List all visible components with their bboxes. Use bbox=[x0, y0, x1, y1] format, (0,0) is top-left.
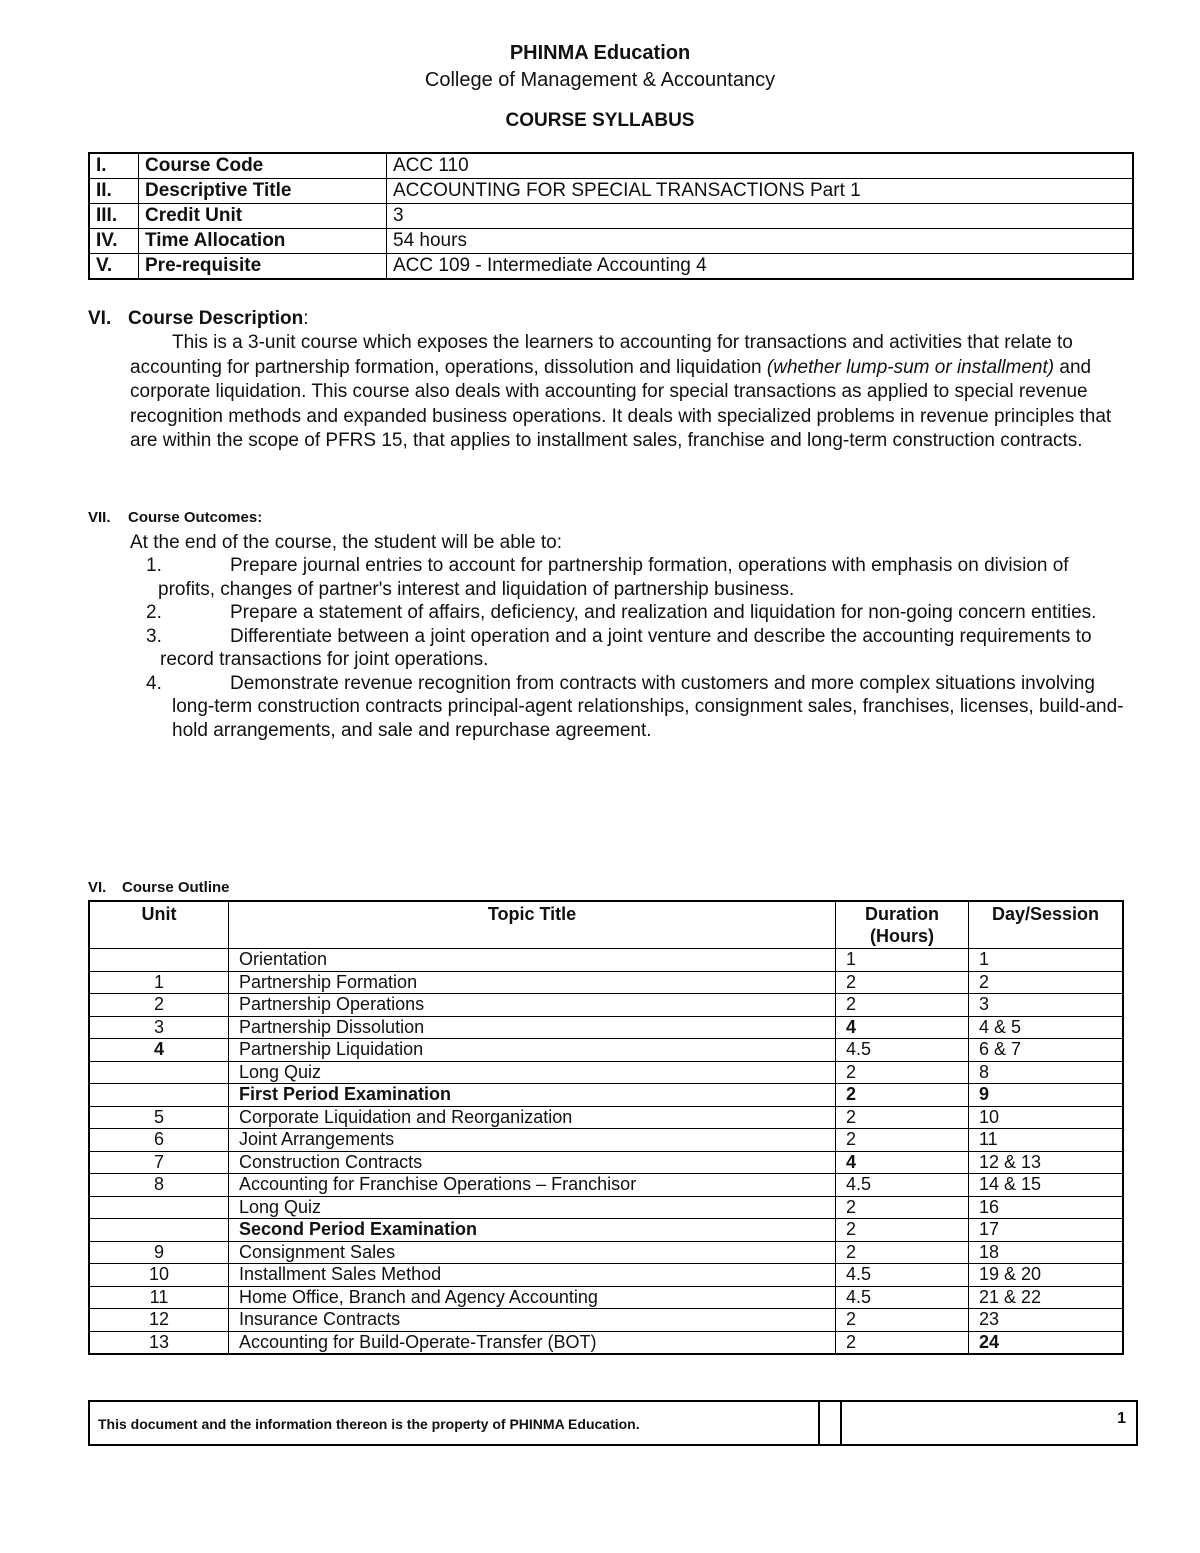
day-cell: 18 bbox=[969, 1241, 1124, 1264]
day-cell: 17 bbox=[969, 1219, 1124, 1242]
day-cell: 23 bbox=[969, 1309, 1124, 1332]
info-num: II. bbox=[89, 179, 139, 204]
info-num: I. bbox=[89, 153, 139, 179]
info-label: Time Allocation bbox=[139, 229, 387, 254]
unit-cell: 11 bbox=[89, 1286, 229, 1309]
topic-cell: Partnership Liquidation bbox=[229, 1039, 836, 1062]
table-row bbox=[89, 1129, 1123, 1152]
table-row bbox=[89, 229, 1133, 254]
outcome-text: Prepare a statement of affairs, deficiency, and realization and liquidation for non-going concern entities. bbox=[230, 602, 1097, 623]
outcome-text: Demonstrate revenue recognition from contracts with customers and more complex situations involving bbox=[230, 672, 1095, 694]
table-row bbox=[89, 1219, 1123, 1242]
table-row bbox=[89, 1084, 1123, 1107]
unit-cell: 6 bbox=[89, 1129, 229, 1152]
duration-cell: 2 bbox=[836, 1331, 969, 1354]
info-value: ACC 109 - Intermediate Accounting 4 bbox=[387, 254, 1134, 280]
table-row bbox=[89, 1241, 1123, 1264]
day-cell: 11 bbox=[969, 1129, 1124, 1152]
table-row bbox=[89, 1016, 1123, 1039]
duration-cell: 4 bbox=[836, 1151, 969, 1174]
heading-colon: : bbox=[303, 308, 309, 329]
duration-cell: 4.5 bbox=[836, 1039, 969, 1062]
section-number: VI. bbox=[88, 879, 107, 896]
description-italic-text: (whether lump-sum or installment) bbox=[766, 356, 1055, 378]
duration-cell: 4.5 bbox=[836, 1264, 969, 1287]
day-cell: 10 bbox=[969, 1106, 1124, 1129]
day-cell: 4 & 5 bbox=[969, 1016, 1124, 1039]
day-cell: 1 bbox=[969, 949, 1124, 972]
topic-cell: Joint Arrangements bbox=[229, 1129, 836, 1152]
outcome-number: 3. bbox=[146, 625, 162, 647]
info-label: Course Code bbox=[139, 153, 387, 179]
info-value: ACC 110 bbox=[387, 153, 1134, 179]
topic-cell: Partnership Operations bbox=[229, 994, 836, 1017]
duration-cell: 1 bbox=[836, 949, 969, 972]
list-item bbox=[146, 554, 1138, 601]
unit-cell bbox=[89, 1061, 229, 1084]
unit-cell bbox=[89, 1219, 229, 1242]
duration-cell: 4 bbox=[836, 1016, 969, 1039]
table-row bbox=[89, 1106, 1123, 1129]
page-footer bbox=[88, 1400, 1138, 1446]
table-row bbox=[89, 204, 1133, 229]
topic-cell: Second Period Examination bbox=[229, 1219, 836, 1242]
day-cell: 8 bbox=[969, 1061, 1124, 1084]
topic-cell: Partnership Formation bbox=[229, 971, 836, 994]
duration-cell: 2 bbox=[836, 1061, 969, 1084]
topic-cell: Construction Contracts bbox=[229, 1151, 836, 1174]
outcome-continuation: profits, changes of partner's interest and liquidation of partnership business. bbox=[158, 578, 795, 600]
table-row bbox=[89, 1039, 1123, 1062]
page-number: 1 bbox=[1117, 1410, 1126, 1427]
day-cell: 21 & 22 bbox=[969, 1286, 1124, 1309]
footer-text: This document and the information thereon is the property of PHINMA Education. bbox=[90, 1402, 820, 1444]
list-item bbox=[146, 625, 1138, 672]
day-cell: 16 bbox=[969, 1196, 1124, 1219]
info-num: V. bbox=[89, 254, 139, 280]
unit-cell: 4 bbox=[89, 1039, 229, 1062]
day-cell: 12 & 13 bbox=[969, 1151, 1124, 1174]
page-title: COURSE SYLLABUS bbox=[505, 110, 695, 131]
table-row bbox=[89, 994, 1123, 1017]
course-outcomes-section bbox=[88, 508, 1138, 742]
unit-cell: 8 bbox=[89, 1174, 229, 1197]
table-row bbox=[89, 1286, 1123, 1309]
info-label: Descriptive Title bbox=[139, 179, 387, 204]
topic-cell: Accounting for Franchise Operations – Franchisor bbox=[229, 1174, 836, 1197]
section-title: Course Description bbox=[128, 308, 304, 329]
table-row bbox=[89, 1196, 1123, 1219]
column-header-day: Day/Session bbox=[969, 901, 1124, 949]
duration-cell: 2 bbox=[836, 1084, 969, 1107]
table-row bbox=[89, 949, 1123, 972]
unit-cell: 5 bbox=[89, 1106, 229, 1129]
info-label: Pre-requisite bbox=[139, 254, 387, 280]
unit-cell bbox=[89, 1196, 229, 1219]
topic-cell: Accounting for Build-Operate-Transfer (BOT) bbox=[229, 1331, 836, 1354]
duration-cell: 2 bbox=[836, 1219, 969, 1242]
section-number: VII. bbox=[88, 509, 111, 526]
unit-cell: 3 bbox=[89, 1016, 229, 1039]
course-description-text bbox=[130, 331, 1138, 454]
table-row bbox=[89, 1309, 1123, 1332]
unit-cell: 1 bbox=[89, 971, 229, 994]
table-row bbox=[89, 179, 1133, 204]
course-outcomes-heading bbox=[88, 508, 1138, 528]
unit-cell: 12 bbox=[89, 1309, 229, 1332]
duration-cell: 2 bbox=[836, 1129, 969, 1152]
topic-cell: Home Office, Branch and Agency Accounting bbox=[229, 1286, 836, 1309]
unit-cell: 13 bbox=[89, 1331, 229, 1354]
column-header-duration: Duration (Hours) bbox=[836, 901, 969, 949]
course-description-section bbox=[88, 307, 1138, 454]
unit-cell: 10 bbox=[89, 1264, 229, 1287]
info-num: IV. bbox=[89, 229, 139, 254]
outcome-number: 4. bbox=[146, 672, 162, 694]
duration-cell: 2 bbox=[836, 1196, 969, 1219]
info-value: 54 hours bbox=[387, 229, 1134, 254]
unit-cell bbox=[89, 949, 229, 972]
unit-cell: 7 bbox=[89, 1151, 229, 1174]
table-row bbox=[89, 153, 1133, 179]
info-value: ACCOUNTING FOR SPECIAL TRANSACTIONS Part 1 bbox=[387, 179, 1134, 204]
outcome-text: Prepare journal entries to account for partnership formation, operations with emphasis on division of bbox=[230, 555, 1069, 576]
table-row bbox=[89, 1151, 1123, 1174]
table-row bbox=[89, 971, 1123, 994]
outcome-number: 2. bbox=[146, 602, 162, 623]
table-row bbox=[89, 1264, 1123, 1287]
topic-cell: Installment Sales Method bbox=[229, 1264, 836, 1287]
footer-spacer bbox=[820, 1402, 842, 1444]
unit-cell: 2 bbox=[89, 994, 229, 1017]
section-title: Course Outcomes: bbox=[128, 509, 263, 526]
outcome-text: Differentiate between a joint operation and a joint venture and describe the accounting requirements to bbox=[230, 625, 1092, 647]
section-title: Course Outline bbox=[122, 879, 230, 896]
duration-cell: 2 bbox=[836, 994, 969, 1017]
course-outline-table bbox=[88, 900, 1124, 1355]
info-value: 3 bbox=[387, 204, 1134, 229]
topic-cell: Long Quiz bbox=[229, 1061, 836, 1084]
course-description-heading bbox=[88, 307, 1138, 331]
course-info-table bbox=[88, 152, 1134, 280]
duration-cell: 2 bbox=[836, 971, 969, 994]
topic-cell: Partnership Dissolution bbox=[229, 1016, 836, 1039]
day-cell: 2 bbox=[969, 971, 1124, 994]
duration-cell: 4.5 bbox=[836, 1286, 969, 1309]
organization-name: PHINMA Education bbox=[509, 42, 691, 64]
list-item bbox=[146, 601, 1138, 625]
table-row bbox=[89, 254, 1133, 280]
description-text-part: and corporate liquidation. This course also deals with accounting for special transactions as applied to special revenue recognition methods and expanded business operations. It deals with specialized problems in revenue principles that are within the scope of PFRS 15, that applies to installment sales, franchise and long-term construction contracts. bbox=[130, 356, 1112, 451]
college-name: College of Management & Accountancy bbox=[424, 69, 776, 91]
column-header-unit: Unit bbox=[89, 901, 229, 949]
document-header bbox=[0, 0, 1200, 133]
topic-cell: Corporate Liquidation and Reorganization bbox=[229, 1106, 836, 1129]
description-text-part: This is a 3-unit course which exposes the learners to accounting for transactions and activities that relate to accounting for partnership formation, operations, dissolution and liquidation bbox=[130, 332, 1073, 378]
unit-cell bbox=[89, 1084, 229, 1107]
duration-cell: 2 bbox=[836, 1309, 969, 1332]
duration-cell: 2 bbox=[836, 1241, 969, 1264]
day-cell: 3 bbox=[969, 994, 1124, 1017]
day-cell: 6 & 7 bbox=[969, 1039, 1124, 1062]
outcomes-intro: At the end of the course, the student will be able to: bbox=[130, 532, 562, 553]
day-cell: 9 bbox=[969, 1084, 1124, 1107]
outcome-number: 1. bbox=[146, 555, 162, 576]
topic-cell: Consignment Sales bbox=[229, 1241, 836, 1264]
topic-cell: Long Quiz bbox=[229, 1196, 836, 1219]
day-cell: 14 & 15 bbox=[969, 1174, 1124, 1197]
info-label: Credit Unit bbox=[139, 204, 387, 229]
table-row bbox=[89, 1174, 1123, 1197]
topic-cell: Orientation bbox=[229, 949, 836, 972]
day-cell: 19 & 20 bbox=[969, 1264, 1124, 1287]
day-cell: 24 bbox=[969, 1331, 1124, 1354]
topic-cell: Insurance Contracts bbox=[229, 1309, 836, 1332]
duration-cell: 2 bbox=[836, 1106, 969, 1129]
outcome-continuation: long-term construction contracts principal-agent relationships, consignment sales, franchises, licenses, build-and-hold arrangements, and sale and repurchase agreement. bbox=[172, 696, 1124, 741]
topic-cell: First Period Examination bbox=[229, 1084, 836, 1107]
column-header-topic: Topic Title bbox=[229, 901, 836, 949]
table-row bbox=[89, 1061, 1123, 1084]
list-item bbox=[146, 672, 1138, 743]
table-header-row bbox=[89, 901, 1123, 949]
unit-cell: 9 bbox=[89, 1241, 229, 1264]
table-row bbox=[89, 1331, 1123, 1354]
duration-cell: 4.5 bbox=[836, 1174, 969, 1197]
outcome-continuation: record transactions for joint operations. bbox=[160, 649, 489, 670]
outcomes-list bbox=[146, 554, 1138, 742]
info-num: III. bbox=[89, 204, 139, 229]
course-outline-heading bbox=[88, 878, 230, 898]
section-number: VI. bbox=[88, 308, 112, 329]
